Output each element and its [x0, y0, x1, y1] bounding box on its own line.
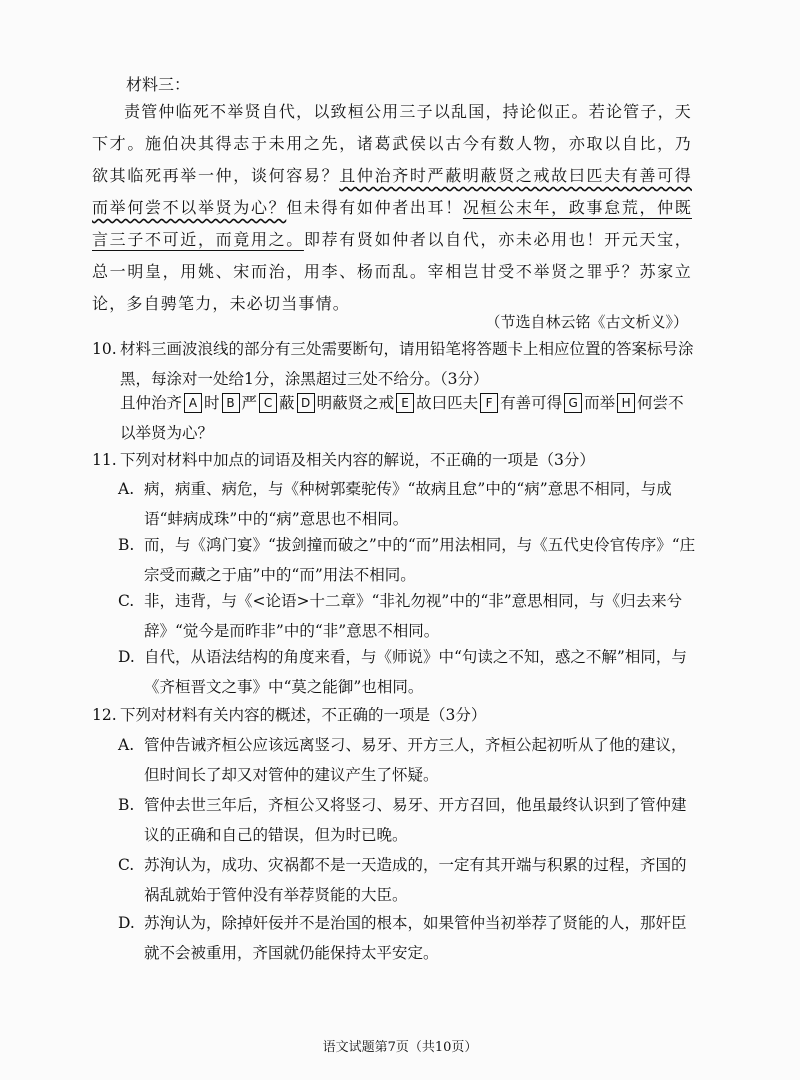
material-passage: [92, 96, 692, 320]
option-text: 管仲去世三年后，齐桓公又将竖刁、易牙、开方召回，他虽最终认识到了管仲建议的正确和自己的错误，但为时已晚。: [144, 796, 687, 844]
option-text: 而，与《鸿门宴》“拔剑撞而破之”中的“而”用法相同，与《五代史伶官传序》“庄宗受而藏之于庙”中的“而”用法不相同。: [144, 536, 696, 584]
q12-option-d[interactable]: [118, 908, 698, 968]
option-label: B.: [118, 536, 135, 554]
option-text: 管仲告诫齐桓公应该远离竖刁、易牙、开方三人，齐桓公起初听从了他的建议，但时间长了却又对管仲的建议产生了怀疑。: [144, 736, 687, 784]
q10-seg: 而举: [584, 394, 616, 412]
option-label: A.: [118, 736, 135, 754]
option-label: D.: [118, 914, 135, 932]
q10-seg: 明蔽贤之戒: [316, 394, 395, 412]
q10-box-f[interactable]: F: [480, 393, 498, 413]
material-source: （节选自林云铭《古文析义》）: [485, 313, 688, 331]
q11-option-b[interactable]: [118, 530, 698, 590]
q12-option-c[interactable]: [118, 850, 698, 910]
passage-part-d: 即荐有贤如仲者以自代，亦未必用也！开元天宝，总一明皇，用姚、宋而治，用李、杨而乱。宰相岂甘受不举贤之罪乎？苏家立论，多自骋笔力，未必切当事情。: [92, 230, 693, 313]
page-footer: 语文试题第7页（共10页）: [322, 1040, 478, 1055]
question-12: [92, 700, 702, 730]
q12-stem: 下列对材料有关内容的概述，不正确的一项是（3分）: [120, 706, 487, 724]
q10-seg: 时: [204, 394, 220, 412]
q10-number: 10.: [92, 340, 117, 358]
option-text: 自代，从语法结构的角度来看，与《师说》中“句读之不知，惑之不解”相同，与《齐桓晋文之事》中“莫之能御”也相同。: [144, 648, 687, 696]
q10-box-d[interactable]: D: [297, 393, 315, 413]
q10-seg: 何尝不: [637, 394, 684, 412]
q12-option-a[interactable]: [118, 730, 698, 790]
q10-box-a[interactable]: A: [184, 393, 202, 413]
q10-seg: 蔽: [279, 394, 295, 412]
option-label: C.: [118, 856, 135, 874]
q12-number: 12.: [92, 706, 117, 724]
option-label: D.: [118, 648, 135, 666]
q11-option-a[interactable]: [118, 474, 698, 534]
q10-box-h[interactable]: H: [617, 393, 635, 413]
q11-option-d[interactable]: [118, 642, 698, 702]
q12-option-b[interactable]: [118, 790, 698, 850]
q10-seg: 且仲治齐: [120, 394, 183, 412]
passage-straight-underline: 况桓公末年，政事怠荒，仲既言三子不可近，而竟用之。: [92, 198, 692, 249]
q10-seg: 严: [241, 394, 258, 412]
question-11: [92, 445, 702, 475]
passage-part-b: 但未得有如仲者出耳！: [286, 198, 463, 217]
passage-part-a: 责管仲临死不举贤自代，以致桓公用三子以乱国，持论似正。若论管子，天下才。施伯决其得志于未用之先，诸葛武侯以古今有数人物，亦取以自比，乃欲其临死再举一仲，谈何容易？: [92, 102, 692, 185]
q10-stem: 材料三画波浪线的部分有三处需要断句，请用铅笔将答题卡上相应位置的答案标号涂黑，每涂对一处给1分，涂黑超过三处不给分。（3分）: [120, 340, 694, 388]
question-10: [92, 334, 702, 394]
q11-stem: 下列对材料中加点的词语及相关内容的解说，不正确的一项是（3分）: [120, 451, 595, 469]
q10-sentence: [120, 388, 700, 448]
q10-seg: 有善可得: [500, 394, 563, 412]
q10-box-c[interactable]: C: [259, 393, 277, 413]
material-heading: 材料三：: [126, 75, 191, 94]
q10-seg: 故曰匹夫: [416, 394, 479, 412]
option-text: 非，违背，与《<论语>十二章》“非礼勿视”中的“非”意思相同，与《归去来兮辞》“觉今是而昨非”中的“非”意思不相同。: [144, 592, 683, 640]
option-label: B.: [118, 796, 135, 814]
q11-option-c[interactable]: [118, 586, 698, 646]
q11-number: 11.: [92, 451, 117, 469]
option-text: 苏洵认为，除掉奸佞并不是治国的根本，如果管仲当初举荐了贤能的人，那奸臣就不会被重用，齐国就仍能保持太平安定。: [144, 914, 687, 962]
option-label: A.: [118, 480, 135, 498]
option-text: 病，病重、病危，与《种树郭橐驼传》“故病且怠”中的“病”意思不相同，与成语“蚌病成珠”中的“病”意思也不相同。: [144, 480, 672, 528]
q10-tail: 以举贤为心？: [120, 424, 214, 442]
q10-box-e[interactable]: E: [396, 393, 414, 413]
option-text: 苏洵认为，成功、灾祸都不是一天造成的，一定有其开端与积累的过程，齐国的祸乱就始于管仲没有举荐贤能的大臣。: [144, 856, 687, 904]
option-label: C.: [118, 592, 135, 610]
passage-wavy-underline: 且仲治齐时严蔽明蔽贤之戒故曰匹夫有善可得而举何尝不以举贤为心？: [92, 166, 692, 217]
q10-box-g[interactable]: G: [564, 393, 582, 413]
q10-box-b[interactable]: B: [222, 393, 240, 413]
